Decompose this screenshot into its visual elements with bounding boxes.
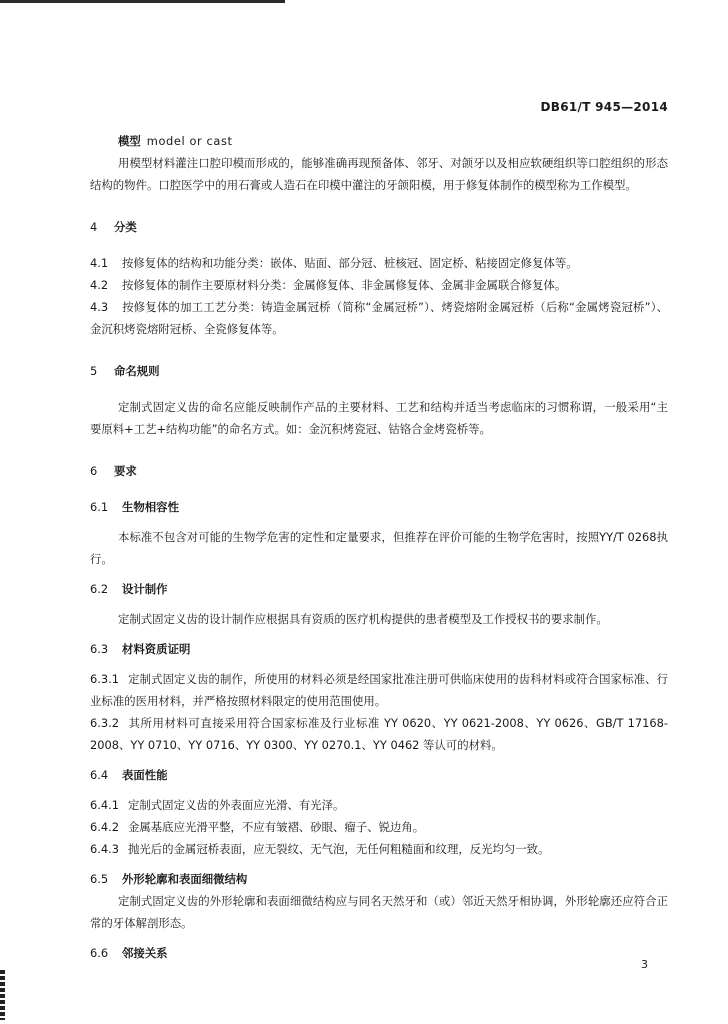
clause-6-4-2: 6.4.2 金属基底应光滑平整，不应有皱褶、砂眼、瘤子、锐边角。: [90, 820, 425, 834]
clause-6-2-heading: 6.2 设计制作: [90, 582, 168, 596]
clause-4-1: 4.1 按修复体的结构和功能分类：嵌体、贴面、部分冠、桩核冠、固定桥、粘接固定修复体等。: [90, 256, 578, 270]
clause-6-1-heading: 6.1 生物相容性: [90, 500, 179, 514]
section-4-heading: 4 分类: [90, 220, 137, 234]
clause-6-4-heading: 6.4 表面性能: [90, 768, 168, 782]
clause-6-5-heading: 6.5 外形轮廓和表面细微结构: [90, 872, 248, 886]
section-4-title: 分类: [114, 220, 137, 234]
binding-mark: [0, 970, 5, 1020]
section-5-heading: 5 命名规则: [90, 364, 160, 378]
clause-6-3-2: 6.3.2 其所用材料可直接采用符合国家标准及行业标准 YY 0620、YY 0621-2008、YY 0626、GB/T 17168-2008、YY 0710、YY 0716、YY 0300、YY 0270.1、YY 0462 等认可的材料。: [90, 716, 668, 752]
term-definition: 用模型材料灌注口腔印模而形成的，能够准确再现预备体、邻牙、对颌牙以及相应软硬组织等口腔组织的形态结构的物件。口腔医学中的用石膏或人造石在印模中灌注的牙颌阳模，用于修复体制作的模型称为工作模型。: [90, 156, 668, 192]
page-number: 3: [641, 958, 648, 971]
clause-6-2-paragraph: 定制式固定义齿的设计制作应根据具有资质的医疗机构提供的患者模型及工作授权书的要求制作。: [118, 612, 608, 626]
clause-6-4-3: 6.4.3 抛光后的金属冠桥表面，应无裂纹、无气泡，无任何粗糙面和纹理，反光均匀一致。: [90, 842, 550, 856]
top-edge-bar: [0, 0, 285, 3]
section-5-title: 命名规则: [114, 364, 160, 378]
section-6-title: 要求: [114, 464, 137, 478]
clause-4-3: 4.3 按修复体的加工工艺分类：铸造金属冠桥（简称“金属冠桥”）、烤瓷熔附金属冠桥（后称“金属烤瓷冠桥”）、金沉积烤瓷熔附冠桥、全瓷修复体等。: [90, 300, 668, 336]
term-chinese: 模型: [118, 134, 141, 148]
standard-code: DB61/T 945—2014: [540, 100, 668, 114]
clause-6-1-paragraph: 本标准不包含对可能的生物学危害的定性和定量要求，但推荐在评价可能的生物学危害时，按照YY/T 0268执行。: [90, 530, 668, 566]
clause-6-3-1: 6.3.1 定制式固定义齿的制作，所使用的材料必须是经国家批准注册可供临床使用的齿科材料或符合国家标准、行业标准的医用材料，并严格按照材料限定的使用范围使用。: [90, 672, 668, 708]
term-english: model or cast: [146, 134, 233, 148]
section-6-heading: 6 要求: [90, 464, 137, 478]
document-body: [90, 130, 668, 964]
clause-6-3-heading: 6.3 材料资质证明: [90, 642, 191, 656]
term-heading: [90, 130, 668, 152]
clause-4-2: 4.2 按修复体的制作主要原材料分类：金属修复体、非金属修复体、金属非金属联合修复体。: [90, 278, 567, 292]
clause-6-4-1: 6.4.1 定制式固定义齿的外表面应光滑、有光泽。: [90, 798, 345, 812]
clause-6-5-paragraph: 定制式固定义齿的外形轮廓和表面细微结构应与同名天然牙和（或）邻近天然牙相协调，外形轮廓还应符合正常的牙体解剖形态。: [90, 894, 668, 930]
clause-6-6-heading: 6.6 邻接关系: [90, 946, 168, 960]
section-5-paragraph: 定制式固定义齿的命名应能反映制作产品的主要材料、工艺和结构并适当考虑临床的习惯称谓，一般采用“主要原料+工艺+结构功能”的命名方式。如：金沉积烤瓷冠、钴铬合金烤瓷桥等。: [90, 400, 668, 436]
